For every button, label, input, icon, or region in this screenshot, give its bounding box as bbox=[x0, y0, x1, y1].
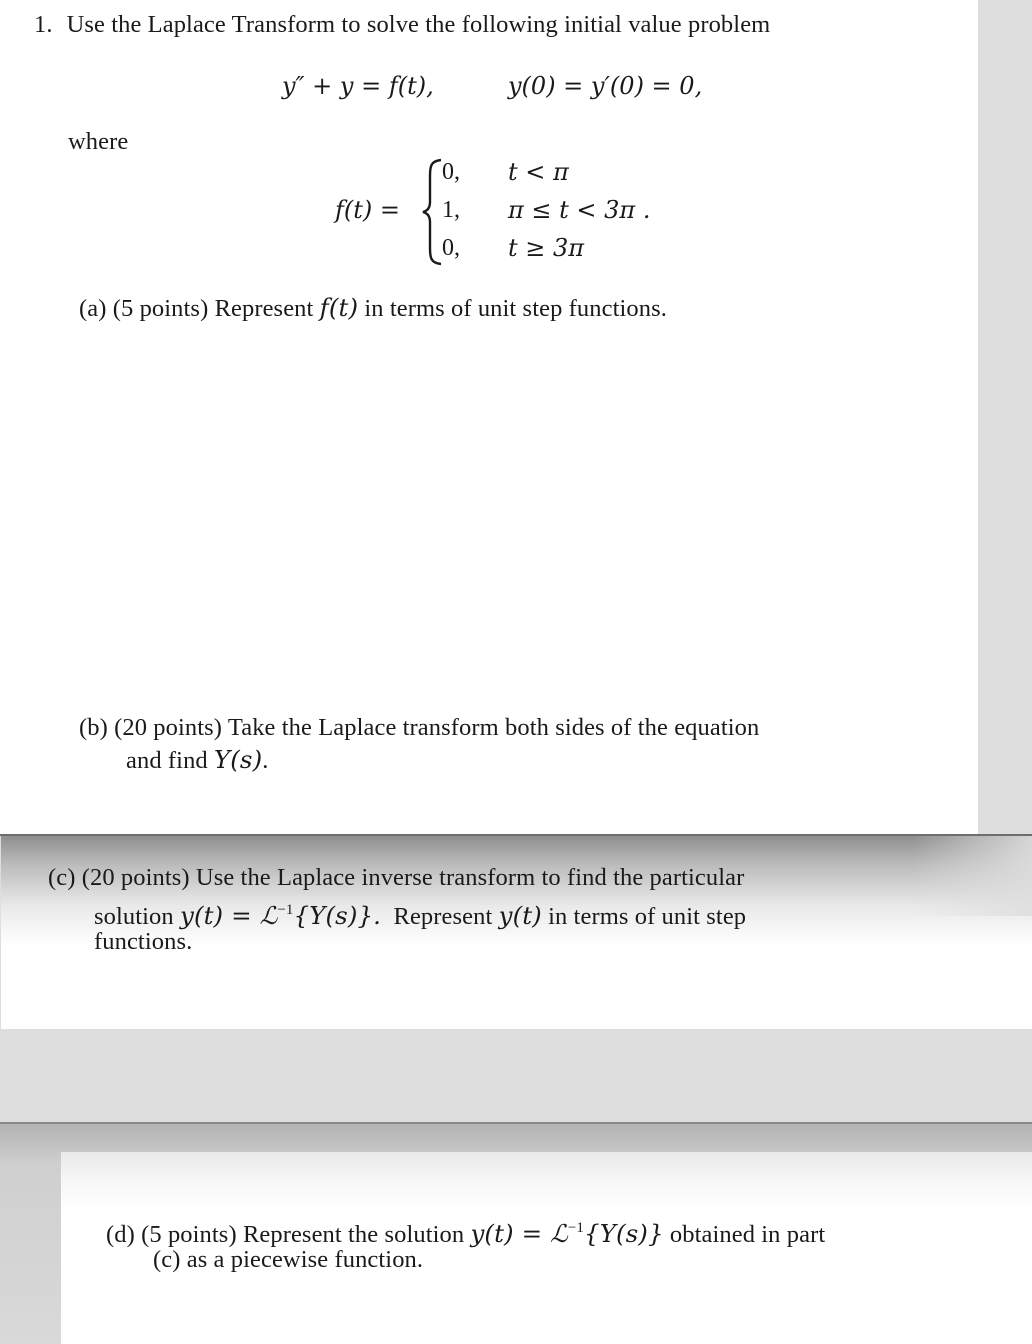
document-page-2 bbox=[1, 836, 1032, 1029]
part-c-points: (20 points) bbox=[81, 864, 190, 891]
part-c-line2-text: solution bbox=[94, 903, 174, 930]
part-c-label: (c) bbox=[48, 864, 76, 891]
part-d-label: (d) bbox=[106, 1221, 135, 1248]
part-d-line1-text: Represent the solution bbox=[242, 1221, 465, 1248]
piecewise-value-1: 0, bbox=[442, 159, 460, 185]
problem-title-text: Use the Laplace Transform to solve the following initial value problem bbox=[66, 11, 771, 38]
part-d-math-inverse: y(t) = ℒ bbox=[470, 1219, 568, 1248]
part-c-question-line3: functions. bbox=[94, 928, 193, 955]
part-c-line1: Use the Laplace inverse transform to find the particular bbox=[195, 864, 745, 891]
part-a-points: (5 points) bbox=[112, 295, 209, 322]
document-page-3 bbox=[61, 1152, 1032, 1344]
part-b-line2-text: and find bbox=[126, 747, 208, 774]
screenshot-panel-3 bbox=[0, 1122, 1032, 1344]
part-c-question bbox=[48, 862, 744, 894]
problem-title bbox=[34, 9, 770, 41]
part-c-superscript: −1 bbox=[277, 902, 294, 918]
where-label: where bbox=[68, 128, 129, 155]
differential-equation: y″ + y = f(t), bbox=[282, 72, 434, 100]
part-a-math: f(t) bbox=[319, 293, 359, 322]
part-c-math-inverse: y(t) = ℒ bbox=[180, 901, 278, 930]
part-d-question-line2: (c) as a piecewise function. bbox=[153, 1246, 424, 1273]
piecewise-lhs: f(t) = bbox=[335, 196, 400, 224]
part-c-line2-end: in terms of unit step bbox=[548, 903, 747, 930]
piecewise-definition bbox=[335, 156, 665, 268]
part-d-points: (5 points) bbox=[141, 1221, 237, 1248]
part-d-line1-end: obtained in part bbox=[669, 1221, 826, 1248]
shadow-overlay bbox=[912, 836, 1032, 916]
problem-number: 1. bbox=[34, 11, 53, 38]
part-d-superscript: −1 bbox=[567, 1220, 585, 1236]
part-a-text-end: in terms of unit step functions. bbox=[364, 295, 667, 322]
part-b-line1: Take the Laplace transform both sides of the equation bbox=[227, 714, 760, 741]
part-d-math-Ys: {Y(s)} bbox=[584, 1219, 664, 1248]
piecewise-value-3: 0, bbox=[442, 235, 460, 261]
part-a-text: Represent bbox=[214, 295, 314, 322]
piecewise-value-2: 1, bbox=[442, 197, 460, 223]
part-b-math: Y(s) bbox=[214, 745, 263, 774]
part-a-question bbox=[79, 292, 667, 325]
piecewise-condition-2: π ≤ t < 3π . bbox=[508, 196, 651, 224]
part-c-math-yt: y(t) bbox=[498, 901, 542, 930]
part-b-period: . bbox=[262, 747, 269, 774]
piecewise-condition-3: t ≥ 3π bbox=[508, 234, 585, 262]
part-b-question-line2 bbox=[126, 744, 269, 777]
left-brace-icon bbox=[421, 158, 443, 266]
part-a-label: (a) bbox=[79, 295, 107, 322]
piecewise-condition-1: t < π bbox=[508, 158, 569, 186]
part-c-represent: Represent bbox=[393, 903, 493, 930]
part-b-label: (b) bbox=[79, 714, 108, 741]
part-b-question bbox=[79, 712, 759, 744]
screenshot-panel-2 bbox=[0, 834, 1032, 1122]
initial-conditions: y(0) = y′(0) = 0, bbox=[508, 72, 703, 100]
part-b-points: (20 points) bbox=[114, 714, 223, 741]
part-c-math-Ys: {Y(s)}. bbox=[293, 901, 382, 930]
